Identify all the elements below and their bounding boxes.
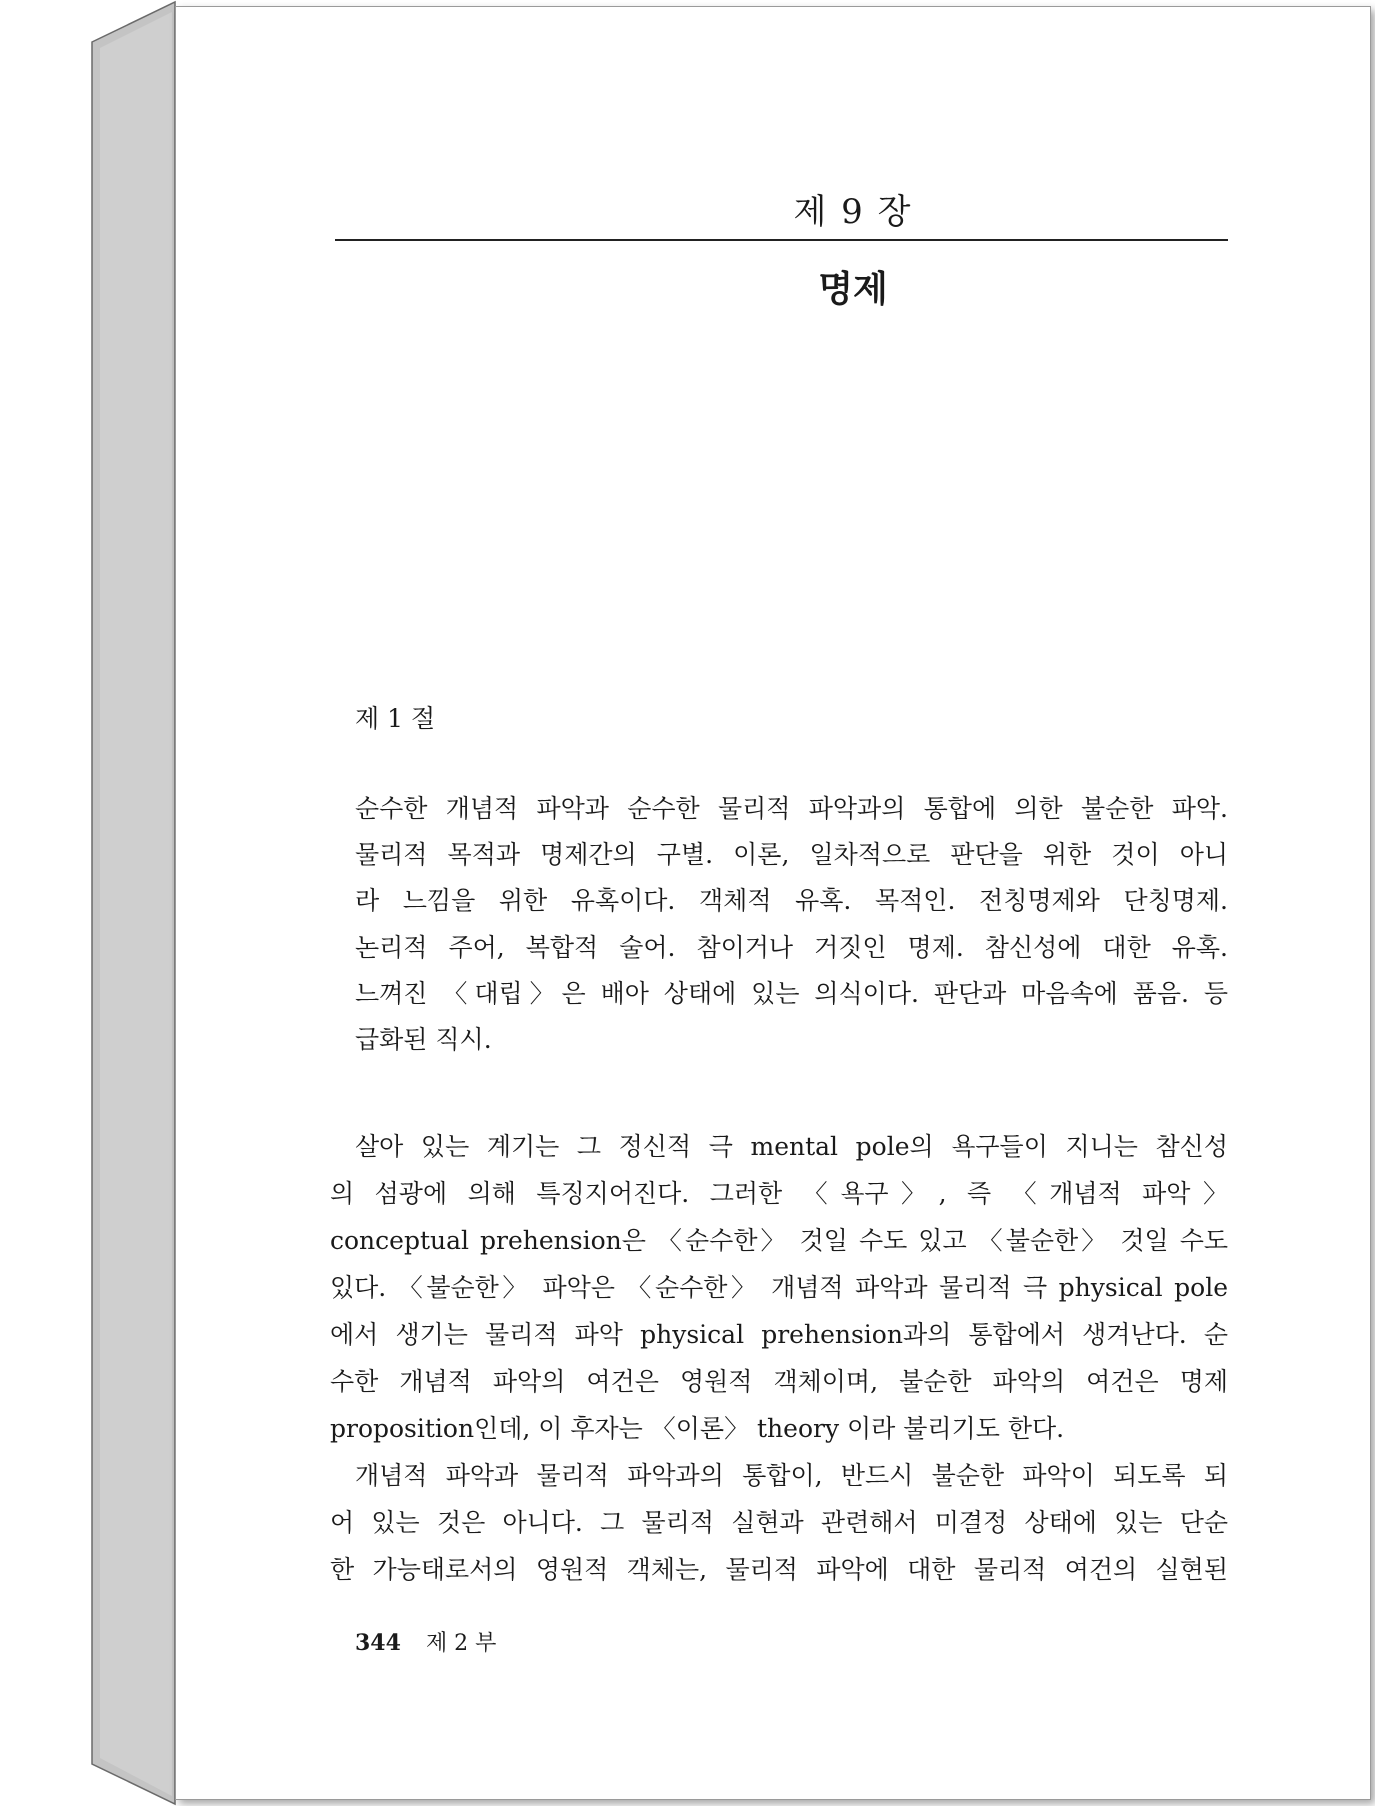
body-line: 의 섬광에 의해 특징지어진다. 그러한 〈욕구〉, 즉 〈개념적 파악〉 bbox=[330, 1179, 1228, 1208]
body-line: 살아 있는 계기는 그 정신적 극 mental pole의 욕구들이 지니는 참신성 bbox=[355, 1132, 1228, 1161]
summary-line: 느껴진 〈대립〉은 배아 상태에 있는 의식이다. 판단과 마음속에 품음. 등 bbox=[355, 978, 1228, 1008]
section-summary bbox=[355, 786, 1228, 1063]
part-label: 제 2 부 bbox=[425, 1631, 497, 1656]
page-footer bbox=[355, 1626, 496, 1657]
body-line: 있다. 〈불순한〉 파악은 〈순수한〉 개념적 파악과 물리적 극 physical pole bbox=[330, 1273, 1228, 1302]
summary-line: 물리적 목적과 명제간의 구별. 이론, 일차적으로 판단을 위한 것이 아니 bbox=[355, 840, 1228, 870]
body-line: 한 가능태로서의 영원적 객체는, 물리적 파악에 대한 물리적 여건의 실현된 bbox=[330, 1555, 1228, 1584]
body-line: 어 있는 것은 아니다. 그 물리적 실현과 관련해서 미결정 상태에 있는 단순 bbox=[330, 1508, 1228, 1537]
body-line: proposition인데, 이 후자는 〈이론〉 theory 이라 불리기도 한다. bbox=[330, 1414, 1065, 1443]
summary-line: 논리적 주어, 복합적 술어. 참이거나 거짓인 명제. 참신성에 대한 유혹. bbox=[355, 932, 1228, 962]
chapter-number: 제 9 장 bbox=[793, 192, 913, 232]
body-text bbox=[330, 1123, 1228, 1593]
body-line: 에서 생기는 물리적 파악 physical prehension과의 통합에서 생겨난다. 순 bbox=[330, 1320, 1228, 1349]
page-number: 344 bbox=[355, 1630, 401, 1656]
chapter-title: 명제 bbox=[818, 268, 888, 310]
body-line: 수한 개념적 파악의 여건은 영원적 객체이며, 불순한 파악의 여건은 명제 bbox=[330, 1367, 1228, 1396]
section-heading: 제 1 절 bbox=[355, 704, 436, 733]
body-line: 개념적 파악과 물리적 파악과의 통합이, 반드시 불순한 파악이 되도록 되 bbox=[355, 1461, 1228, 1490]
book-page bbox=[175, 6, 1371, 1800]
summary-line: 라 느낌을 위한 유혹이다. 객체적 유혹. 목적인. 전칭명제와 단칭명제. bbox=[355, 886, 1228, 916]
chapter-divider bbox=[335, 239, 1228, 241]
body-line: conceptual prehension은 〈순수한〉 것일 수도 있고 〈불순한〉 것일 수도 bbox=[330, 1226, 1228, 1255]
summary-line: 급화된 직시. bbox=[355, 1025, 492, 1055]
summary-line: 순수한 개념적 파악과 순수한 물리적 파악과의 통합에 의한 불순한 파악. bbox=[355, 794, 1228, 823]
